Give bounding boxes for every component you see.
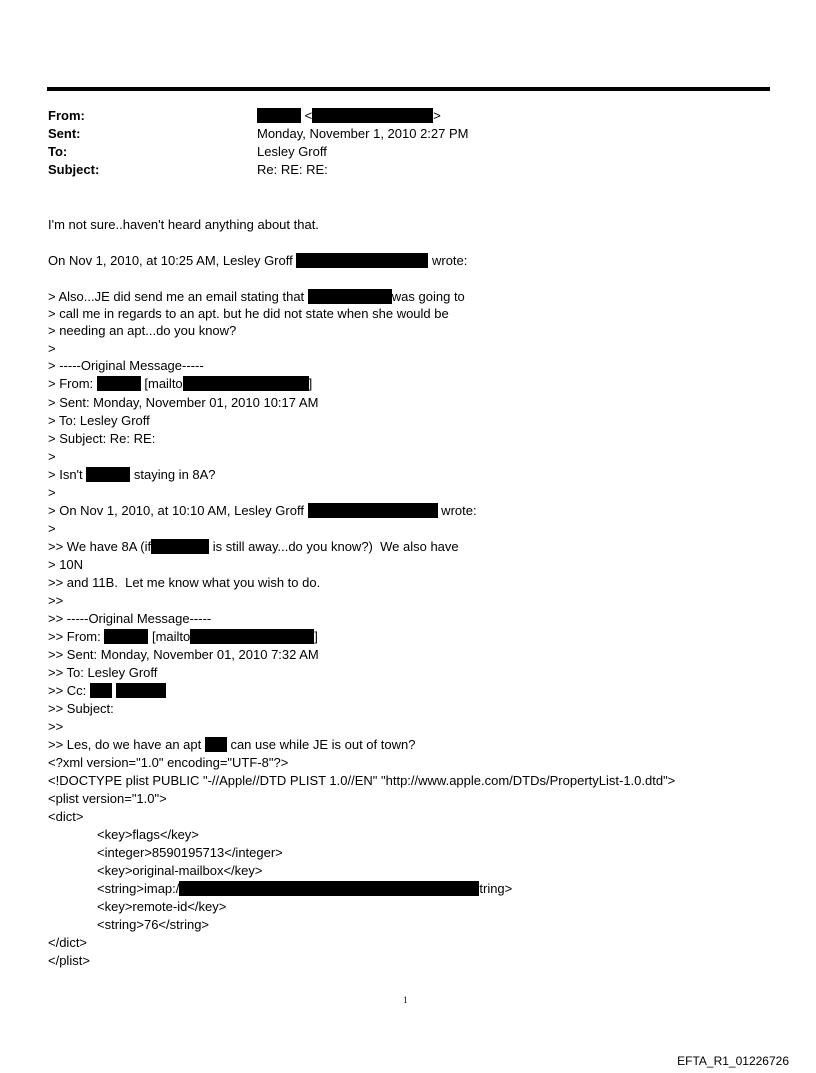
text-span: >> Les, do we have an apt [48,737,205,752]
body-line: <key>flags</key> [97,827,199,842]
body-line: >> [48,719,64,734]
page-number: 1 [403,995,408,1005]
body-line [48,682,166,699]
body-line: >> [48,593,64,608]
body-line: <key>original-mailbox</key> [97,863,263,878]
from-value [257,107,441,125]
body-line [48,252,467,269]
body-line: >> -----Original Message----- [48,611,212,626]
redaction-box [104,629,148,644]
body-line [48,288,465,305]
header-rule [47,87,770,91]
body-line [97,880,512,897]
body-line: <dict> [48,809,84,824]
to-value: Lesley Groff [257,144,327,159]
text-span: [mailto [148,629,191,644]
body-line: > needing an apt...do you know? [48,323,237,338]
body-line: >> and 11B. Let me know what you wish to do. [48,575,321,590]
text-span: is still away...do you know?) We also have [209,539,459,554]
body-line: I'm not sure..haven't heard anything about that. [48,217,319,232]
body-line: > Subject: Re: RE: [48,431,156,446]
body-line [48,736,415,753]
text-span: tring> [479,881,513,896]
body-line: <!DOCTYPE plist PUBLIC "-//Apple//DTD PLIST 1.0//EN" "http://www.apple.com/DTDs/PropertyList-1.0.dtd"> [48,773,676,788]
body-line: >> Sent: Monday, November 01, 2010 7:32 AM [48,647,319,662]
text-span: > Also...JE did send me an email stating that [48,289,308,304]
from-bracket-close: > [433,108,441,123]
redaction-box [97,376,141,391]
text-span: > On Nov 1, 2010, at 10:10 AM, Lesley Groff [48,503,308,518]
redaction-box [296,253,428,268]
text-span: >> Cc: [48,683,90,698]
body-line: <string>76</string> [97,917,210,932]
text-span: >> From: [48,629,105,644]
body-line: > [48,341,56,356]
sent-value: Monday, November 1, 2010 2:27 PM [257,126,469,141]
subject-label: Subject: [48,162,100,177]
from-bracket-open: < [304,108,313,123]
text-span: <string>imap:/ [97,881,180,896]
subject-value: Re: RE: RE: [257,162,328,177]
redaction-box [257,108,301,123]
body-line: </dict> [48,935,88,950]
text-span: On Nov 1, 2010, at 10:25 AM, Lesley Groff [48,253,297,268]
redaction-box [312,108,433,123]
body-line: </plist> [48,953,90,968]
body-line: > To: Lesley Groff [48,413,150,428]
text-span: was going to [391,289,465,304]
bates-number: EFTA_R1_01226726 [677,1054,789,1068]
text-span: >> We have 8A (if [48,539,152,554]
body-line: >> Subject: [48,701,114,716]
redaction-box [179,881,479,896]
text-span: > Isn't [48,467,87,482]
redaction-box [86,467,130,482]
body-line: <plist version="1.0"> [48,791,167,806]
redaction-box [205,737,227,752]
body-line: > [48,485,56,500]
body-line [48,466,216,483]
body-line: > [48,521,56,536]
body-line: <?xml version="1.0" encoding="UTF-8"?> [48,755,289,770]
redaction-box [308,503,438,518]
text-span: can use while JE is out of town? [226,737,416,752]
body-line [48,628,318,645]
text-span: </key> [187,899,227,914]
body-line: <integer>8590195713</integer> [97,845,283,860]
body-line [48,375,312,392]
text-span: wrote: [437,503,477,518]
text-span: [mailto [140,376,183,391]
body-line [48,538,459,555]
body-line: > [48,449,56,464]
body-line: > Sent: Monday, November 01, 2010 10:17 AM [48,395,319,410]
body-line: > 10N [48,557,84,572]
body-line [97,898,226,915]
to-label: To: [48,144,68,159]
text-span: staying in 8A? [130,467,216,482]
redaction-box [308,289,392,304]
redaction-box [183,376,309,391]
text-span: > From: [48,376,97,391]
redaction-box [151,539,209,554]
body-line [48,502,477,519]
redaction-box [190,629,314,644]
text-span: ] [308,376,313,391]
body-line: > -----Original Message----- [48,358,204,373]
text-span: wrote: [428,253,468,268]
redaction-box [90,683,112,698]
redaction-box [116,683,166,698]
sent-label: Sent: [48,126,81,141]
text-span: ] [314,629,318,644]
from-label: From: [48,108,85,123]
body-line: >> To: Lesley Groff [48,665,158,680]
text-span: <key>remote-id [97,899,188,914]
body-line: > call me in regards to an apt. but he did not state when she would be [48,306,449,321]
